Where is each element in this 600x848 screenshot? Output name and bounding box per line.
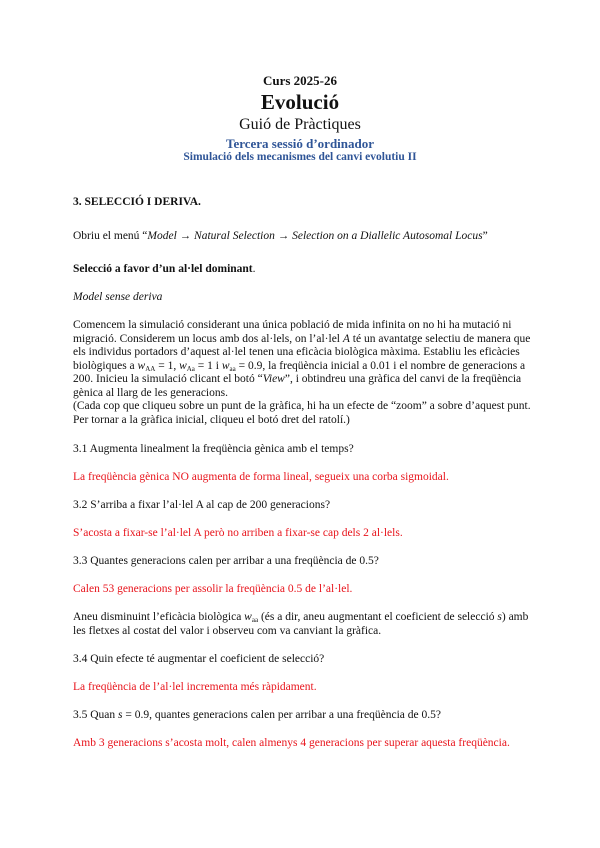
menu-instruction (73, 230, 533, 244)
answer-3-1: La freqüència gènica NO augmenta de forma lineal, segueix una corba sigmoidal. (73, 471, 449, 483)
question-3-4: 3.4 Quin efecte té augmentar el coeficient de selecció? (73, 653, 325, 665)
selection-text-1: Aneu disminuint l’eficàcia biològica (73, 611, 245, 623)
selection-coefficient-symbol: s (497, 611, 502, 623)
question-3-5-text-2: = 0.9, quantes generacions calen per arribar a una freqüència de 0.5? (122, 709, 441, 721)
fitness-symbol: w (221, 359, 230, 372)
fitness-symbol: w (179, 359, 187, 372)
menu-prefix: Obriu el menú “ (73, 230, 148, 242)
subject-title: Evolució (260, 90, 340, 114)
question-3-2: 3.2 S’arriba a fixar l’al·lel A al cap de 200 generacions? (73, 499, 331, 511)
question-3-5-text-1: 3.5 Quan (73, 709, 119, 721)
model-label: Model sense deriva (73, 291, 163, 303)
answer-3-4: La freqüència de l’al·lel incrementa més ràpidament. (73, 681, 317, 693)
view-button-name: View (262, 373, 285, 385)
intro-paragraph (73, 319, 533, 427)
intro-eq-2: = 1 i (194, 359, 222, 372)
fitness-symbol: w (137, 359, 146, 372)
selection-coefficient-symbol: s (118, 709, 123, 721)
question-3-3: 3.3 Quantes generacions calen per arribar a una freqüència de 0.5? (73, 555, 379, 567)
allele-symbol: A (342, 332, 350, 345)
fitness-symbol: w (244, 611, 252, 623)
course-year: Curs 2025-26 (262, 73, 338, 88)
subheading-text: Selecció a favor d’un al·lel dominant (73, 263, 253, 275)
intro-eq-1: = 1, (155, 359, 180, 372)
session-title: Tercera sessió d’ordinador (225, 136, 375, 151)
subscript-aa: aa (251, 616, 259, 624)
zoom-note: (Cada cop que cliqueu sobre un punt de la gràfica, hi ha un efecte de “zoom” a sobre d’aquest punt. Per tornar a la gràfica inicial, cliqueu el botó dret del ratolí.) (73, 400, 531, 426)
answer-3-3: Calen 53 generacions per assolir la freqüència 0.5 de l’al·lel. (73, 583, 353, 595)
question-3-1: 3.1 Augmenta linealment la freqüència gènica amb el temps? (73, 443, 354, 455)
topic-title: Simulació dels mecanismes del canvi evolutiu II (183, 151, 417, 163)
answer-3-5: Amb 3 generacions s’acosta molt, calen almenys 4 generacions per superar aquesta freqüència. (73, 737, 510, 749)
document-type: Guió de Pràctiques (239, 116, 361, 133)
subscript-Aa: Aa (186, 364, 195, 373)
subscript-AA: AA (145, 364, 156, 373)
menu-path: Model → Natural Selection → Selection on a Diallelic Autosomal Locus (147, 230, 483, 242)
section-heading: 3. SELECCIÓ I DERIVA. (73, 196, 201, 208)
selection-text-3: ) amb les fletxes al costat del valor i observeu com va canviant la gràfica. (73, 611, 529, 637)
selection-paragraph (73, 611, 533, 638)
intro-text-2: té un avantatge selectiu de manera que els individus portadors d’aquest al·lel tenen una eficàcia biològica màxima. Establiu les eficàcies biològiques a (73, 332, 531, 372)
intro-text-3: ”, i obtindreu una gràfica del canvi de la freqüència gènica al llarg de les generacions. (73, 373, 522, 399)
selection-text-2: (és a dir, aneu augmentant el coeficient de selecció (258, 611, 498, 623)
subheading (73, 263, 533, 277)
intro-text-1: Comencem la simulació considerant una única població de mida infinita on no hi ha mutació ni migració. Considerem un locus amb dos al·lels, on l’al·lel (73, 319, 512, 345)
menu-suffix: ” (482, 230, 488, 242)
subheading-end: . (252, 263, 256, 275)
subscript-aa: aa (229, 364, 236, 373)
question-3-5 (73, 709, 533, 723)
answer-3-2: S’acosta a fixar-se l’al·lel A però no arriben a fixar-se cap dels 2 al·lels. (73, 527, 403, 539)
intro-eq-3: = 0.9, la freqüència inicial a 0.01 i el nombre de generacions a 200. Inicieu la simulació clicant el botó “ (73, 359, 526, 385)
